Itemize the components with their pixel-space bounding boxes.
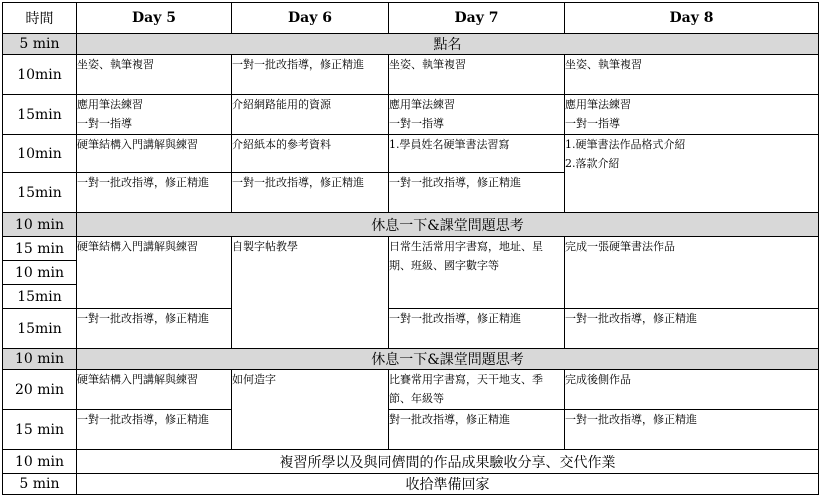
day5-activity: 應用筆法練習 一對一指導 [77, 95, 232, 135]
day6-activity: 一對一批改指導，修正精進 [232, 173, 389, 213]
time-cell: 15min [3, 173, 77, 213]
day8-activity: 一對一批改指導，修正精進 [565, 410, 819, 450]
header-day5: Day 5 [77, 3, 232, 34]
day7-activity: 日常生活常用字書寫，地址、星期、班級、國字數字等 [389, 237, 565, 309]
day6-activity: 介紹網路能用的資源 [232, 95, 389, 135]
time-cell: 10 min [3, 213, 77, 237]
time-cell: 15 min [3, 237, 77, 261]
time-cell: 10 min [3, 450, 77, 474]
day7-activity: 應用筆法練習 一對一指導 [389, 95, 565, 135]
day5-activity: 硬筆結構入門講解與練習 [77, 135, 232, 173]
day8-activity: 1.硬筆書法作品格式介紹 2.落款介紹 [565, 135, 819, 213]
table-row [3, 213, 819, 237]
full-row-activity: 休息一下&課堂問題思考 [77, 213, 819, 237]
header-time: 時間 [3, 3, 77, 34]
day5-activity: 硬筆結構入門講解與練習 [77, 370, 232, 410]
day7-activity: 坐姿、執筆複習 [389, 55, 565, 95]
table-row [3, 95, 819, 135]
table-row [3, 450, 819, 474]
day8-activity: 完成後側作品 [565, 370, 819, 410]
time-cell: 15min [3, 285, 77, 309]
full-row-activity: 收拾準備回家 [77, 474, 819, 495]
full-row-activity: 休息一下&課堂問題思考 [77, 349, 819, 370]
full-row-activity: 點名 [77, 34, 819, 55]
day7-activity: 對一批改指導，修正精進 [389, 410, 565, 450]
day5-activity: 硬筆結構入門講解與練習 [77, 237, 232, 309]
day8-activity: 一對一批改指導，修正精進 [565, 309, 819, 349]
table-row [3, 349, 819, 370]
time-cell: 15min [3, 309, 77, 349]
full-row-activity: 複習所學以及與同儕間的作品成果驗收分享、交代作業 [77, 450, 819, 474]
day5-activity: 一對一批改指導，修正精進 [77, 173, 232, 213]
table-row [3, 370, 819, 410]
day8-activity: 完成一張硬筆書法作品 [565, 237, 819, 309]
day8-activity: 應用筆法練習 一對一指導 [565, 95, 819, 135]
header-row [3, 3, 819, 34]
day5-activity: 坐姿、執筆複習 [77, 55, 232, 95]
time-cell: 15 min [3, 410, 77, 450]
time-cell: 10min [3, 55, 77, 95]
day8-activity: 坐姿、執筆複習 [565, 55, 819, 95]
table-row [3, 34, 819, 55]
table-row [3, 135, 819, 173]
table-row [3, 237, 819, 261]
table-row [3, 55, 819, 95]
day7-activity: 1.學員姓名硬筆書法習寫 [389, 135, 565, 173]
header-day7: Day 7 [389, 3, 565, 34]
course-schedule-table [2, 2, 819, 495]
day7-activity: 一對一批改指導，修正精進 [389, 309, 565, 349]
table-row [3, 309, 819, 349]
time-cell: 5 min [3, 474, 77, 495]
time-cell: 15min [3, 95, 77, 135]
day7-activity: 一對一批改指導，修正精進 [389, 173, 565, 213]
time-cell: 10 min [3, 261, 77, 285]
day6-activity: 自製字帖教學 [232, 237, 389, 349]
day5-activity: 一對一批改指導，修正精進 [77, 309, 232, 349]
time-cell: 10 min [3, 349, 77, 370]
table-row [3, 410, 819, 450]
time-cell: 20 min [3, 370, 77, 410]
day6-activity: 一對一批改指導，修正精進 [232, 55, 389, 95]
day6-activity: 介紹紙本的參考資料 [232, 135, 389, 173]
time-cell: 5 min [3, 34, 77, 55]
header-day6: Day 6 [232, 3, 389, 34]
day7-activity: 比賽常用字書寫，天干地支、季節、年級等 [389, 370, 565, 410]
header-day8: Day 8 [565, 3, 819, 34]
time-cell: 10min [3, 135, 77, 173]
table-row [3, 474, 819, 495]
day6-activity: 如何造字 [232, 370, 389, 450]
day5-activity: 一對一批改指導，修正精進 [77, 410, 232, 450]
